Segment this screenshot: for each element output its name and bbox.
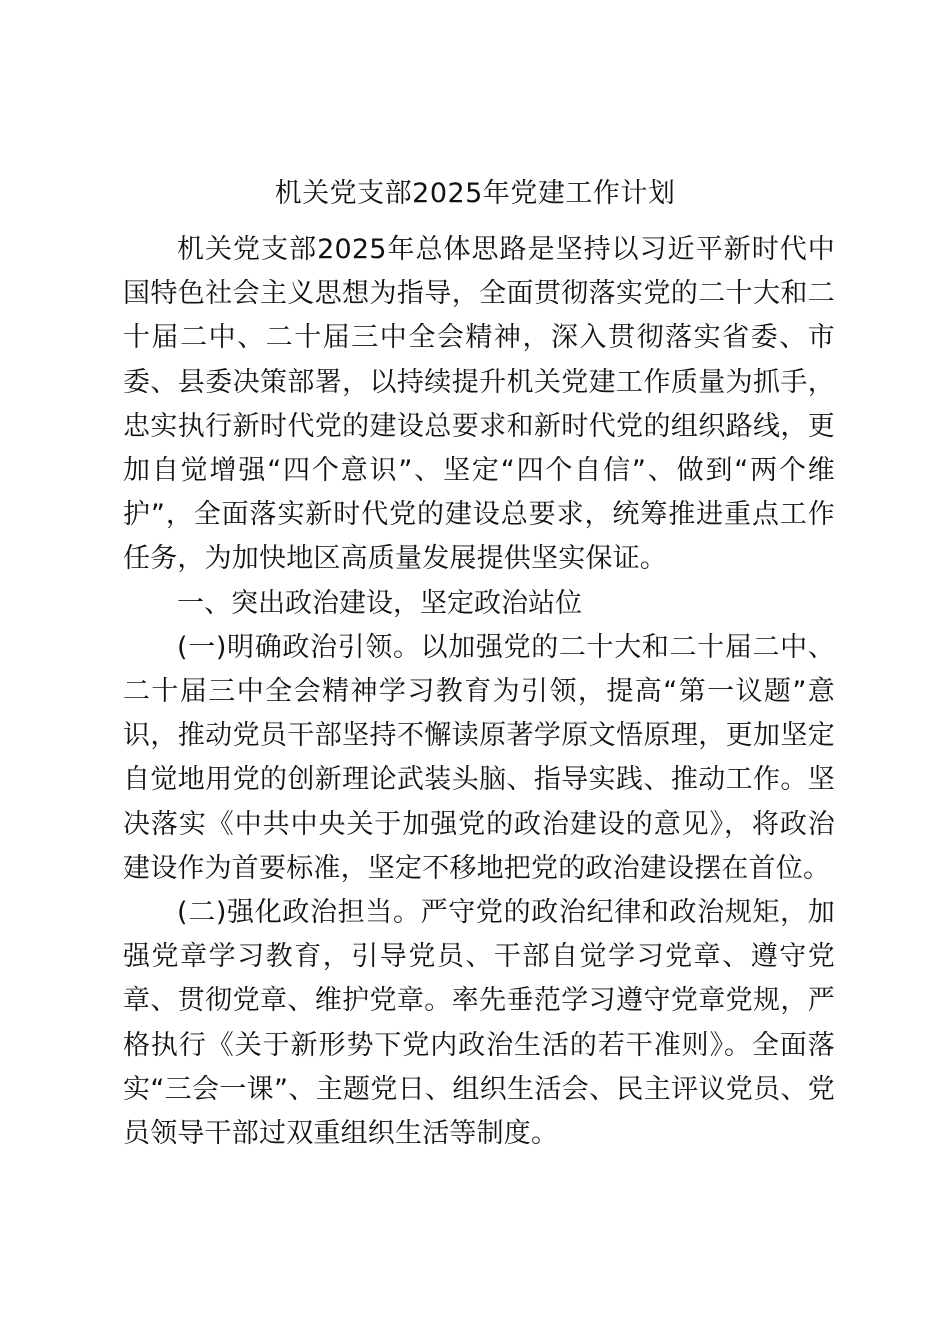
- item-paragraph-1: (一)明确政治引领。以加强党的二十大和二十届二中、二十届三中全会精神学习教育为引领，提高“第一议题”意识，推动党员干部坚持不懈读原著学原文悟原理，更加坚定自觉地用党的创新理论武装头脑、指导实践、推动工作。坚决落实《中共中央关于加强党的政治建设的意见》，将政治建设作为首要标准，坚定不移地把党的政治建设摆在首位。: [123, 631, 835, 884]
- document-body: [123, 228, 835, 1156]
- section-heading-1: 一、突出政治建设，坚定政治站位: [177, 587, 582, 619]
- document-title: 机关党支部2025年党建工作计划: [274, 178, 676, 209]
- intro-paragraph: 机关党支部2025年总体思路是坚持以习近平新时代中国特色社会主义思想为指导，全面贯彻落实党的二十大和二十届二中、二十届三中全会精神，深入贯彻落实省委、市委、县委决策部署，以持续提升机关党建工作质量为抓手，忠实执行新时代党的建设总要求和新时代党的组织路线，更加自觉增强“四个意识”、坚定“四个自信”、做到“两个维护”，全面落实新时代党的建设总要求，统筹推进重点工作任务，为加快地区高质量发展提供坚实保证。: [123, 234, 835, 575]
- item-paragraph-2: (二)强化政治担当。严守党的政治纪律和政治规矩，加强党章学习教育，引导党员、干部自觉学习党章、遵守党章、贯彻党章、维护党章。率先垂范学习遵守党章党规，严格执行《关于新形势下党内政治生活的若干准则》。全面落实“三会一课”、主题党日、组织生活会、民主评议党员、党员领导干部过双重组织生活等制度。: [123, 897, 835, 1150]
